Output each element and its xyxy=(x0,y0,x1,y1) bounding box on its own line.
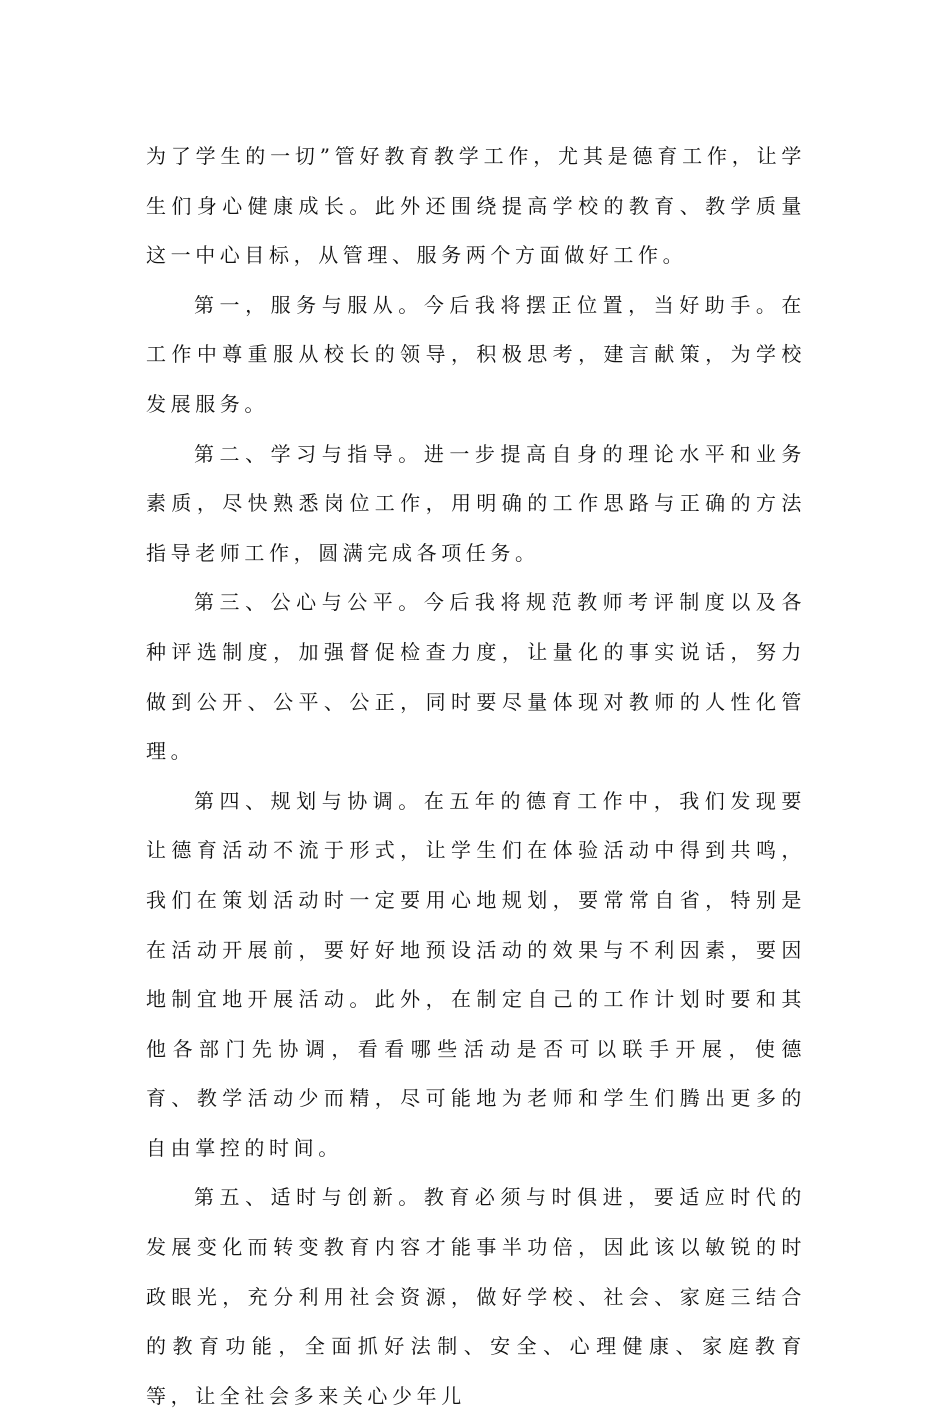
paragraph-4: 第三、公心与公平。今后我将规范教师考评制度以及各种评选制度，加强督促检查力度，让量化的事实说话，努力做到公开、公平、公正，同时要尽量体现对教师的人性化管理。 xyxy=(146,590,806,764)
paragraph-1: 为了学生的一切”管好教育教学工作，尤其是德育工作，让学生们身心健康成长。此外还围绕提高学校的教育、教学质量这一中心目标，从管理、服务两个方面做好工作。 xyxy=(146,144,806,268)
paragraph-3: 第二、学习与指导。进一步提高自身的理论水平和业务素质，尽快熟悉岗位工作，用明确的工作思路与正确的方法指导老师工作，圆满完成各项任务。 xyxy=(146,441,806,565)
paragraph-5: 第四、规划与协调。在五年的德育工作中，我们发现要让德育活动不流于形式，让学生们在体验活动中得到共鸣，我们在策划活动时一定要用心地规划，要常常自省，特别是在活动开展前，要好好地预设活动的效果与不利因素，要因地制宜地开展活动。此外，在制定自己的工作计划时要和其他各部门先协调，看看哪些活动是否可以联手开展，使德育、教学活动少而精，尽可能地为老师和学生们腾出更多的自由掌控的时间。 xyxy=(146,788,806,1160)
paragraph-6: 第五、适时与创新。教育必须与时俱进，要适应时代的发展变化而转变教育内容才能事半功倍，因此该以敏锐的时政眼光，充分利用社会资源，做好学校、社会、家庭三结合的教育功能，全面抓好法制、安全、心理健康、家庭教育等，让全社会多来关心少年儿 xyxy=(146,1185,806,1408)
document-body xyxy=(146,132,806,1421)
paragraph-2: 第一，服务与服从。今后我将摆正位置，当好助手。在工作中尊重服从校长的领导，积极思考，建言献策，为学校发展服务。 xyxy=(146,292,806,416)
